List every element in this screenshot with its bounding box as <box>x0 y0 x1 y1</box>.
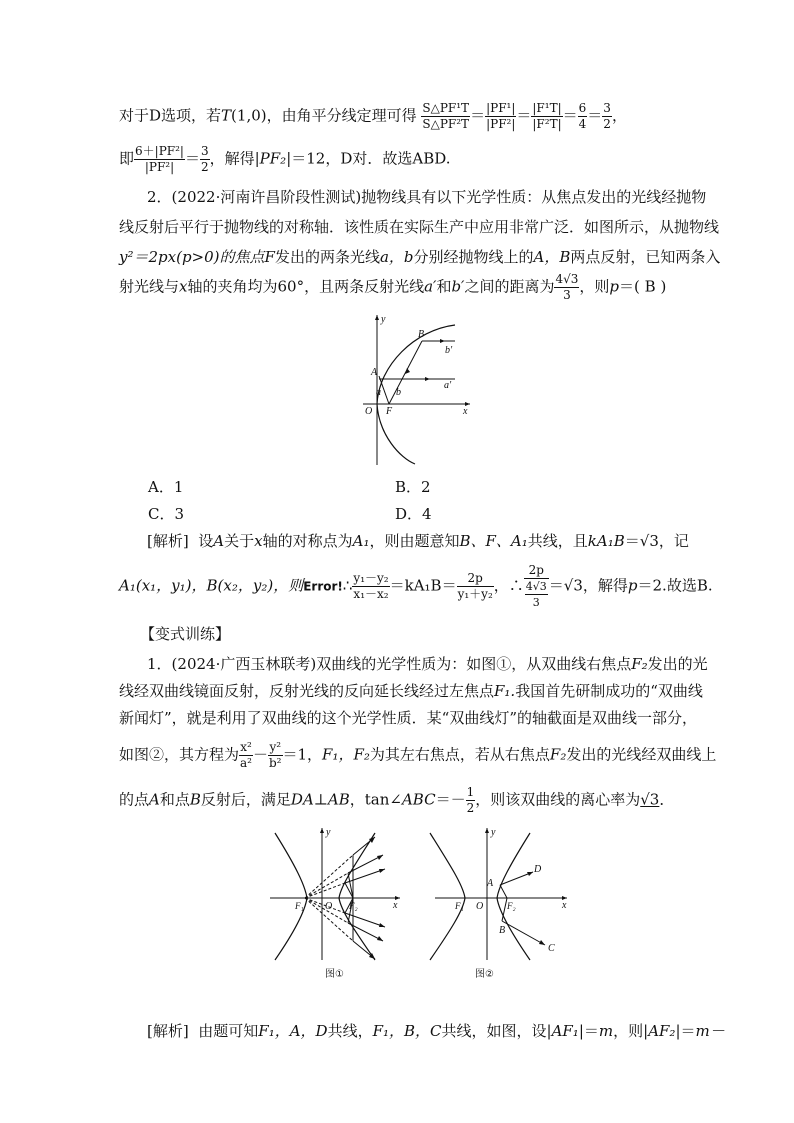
text: m <box>598 1022 614 1040</box>
text: 由题可知 <box>198 1022 259 1040</box>
text: 如图②，其方程为 <box>119 745 240 764</box>
text: ＝ <box>562 106 578 125</box>
text: 反射后，满足 <box>200 790 291 809</box>
text: F <box>264 248 275 266</box>
text: ＝kA₁B＝ <box>389 576 457 595</box>
option-d[interactable]: D．4 <box>395 505 432 523</box>
analysis-label: [解析] <box>147 532 189 550</box>
y-axis-arrow <box>375 315 379 320</box>
fraction-three-two <box>602 101 612 132</box>
reflected-a-arrow <box>425 377 430 381</box>
text: p <box>627 576 638 595</box>
text: F₁. <box>494 682 516 700</box>
text: 4√3 <box>525 580 547 593</box>
text: |F²T| <box>532 117 562 131</box>
label-d: D <box>534 864 542 875</box>
y-axis-arrow <box>485 828 489 833</box>
problem-2-line-1: 2．(2022·河南许昌阶段性测试)抛物线具有以下光学性质：从焦点发出的光线经抛物 <box>147 188 707 206</box>
label-f: F <box>386 406 393 417</box>
text: ，解得| <box>209 149 260 168</box>
text: 共线， <box>327 1022 373 1040</box>
variant-line-5 <box>119 785 674 816</box>
fraction-inner <box>524 579 549 610</box>
text: 关于 <box>224 532 255 550</box>
ray-bc <box>502 921 545 945</box>
left-branch <box>430 833 465 960</box>
parabola-curve <box>377 325 455 464</box>
text: ＝2.故选B. <box>637 576 713 595</box>
label-y: y <box>381 314 386 325</box>
fraction-2p <box>457 571 494 602</box>
text: 对于D选项，若 <box>119 106 222 125</box>
text: 3 <box>603 101 611 115</box>
label-o: O <box>476 901 484 912</box>
text: 射光线与 <box>119 277 180 296</box>
text: b² <box>269 756 282 770</box>
text: ，则| <box>613 1022 649 1040</box>
label-f2: F₂ <box>349 901 358 911</box>
label-f1: F₁ <box>295 901 304 911</box>
hyperbola-figure-1 <box>265 825 405 980</box>
option-c[interactable]: C．3 <box>148 505 185 523</box>
answer: √3 <box>640 790 660 809</box>
text: ＝( B ) <box>619 277 667 296</box>
text: |＝12，D对．故选ABD. <box>286 149 451 168</box>
text: ＝ <box>516 106 532 125</box>
analysis-line-2 <box>119 563 713 610</box>
fraction-4root3 <box>525 579 548 610</box>
caption: 图① <box>325 969 344 980</box>
text: AF₁ <box>551 1022 579 1040</box>
text: 4√3 <box>555 272 579 286</box>
text: F₁，A，D <box>258 1022 328 1040</box>
text: 发出的光线经双曲线上 <box>566 745 717 764</box>
text: ． <box>659 790 675 809</box>
text: kA₁B <box>587 532 625 550</box>
text: ，则该双曲线的离心率为 <box>475 790 641 809</box>
text: PF₂ <box>259 149 287 168</box>
arrow-c <box>539 940 545 945</box>
label-ray-a: a <box>376 387 381 398</box>
text: (1,0)，由角平分线定理可得 <box>231 106 417 125</box>
text: y₁＋y₂ <box>457 587 493 601</box>
text: A，B <box>533 248 571 266</box>
line-2 <box>119 144 450 175</box>
fraction-x2a2 <box>239 740 253 771</box>
text: 1．(2024·广西玉林联考)双曲线的光学性质为：如图①，从双曲线右焦点 <box>147 655 632 673</box>
label-o: O <box>325 901 333 912</box>
variant-title: 【变式训练】 <box>140 625 231 643</box>
text: 2p <box>524 563 549 579</box>
text: ，tan∠ <box>349 790 402 809</box>
text: S△PF²T <box>422 117 470 131</box>
text: A <box>149 790 160 809</box>
text: F₂ <box>549 745 567 764</box>
fraction-six-four <box>578 101 588 132</box>
label-b-point: B <box>418 329 425 340</box>
problem-2-line-3 <box>119 246 720 267</box>
text: 的点 <box>119 790 150 809</box>
fraction-area-ratio <box>421 101 470 132</box>
text: |PF²| <box>144 160 175 174</box>
label-c: C <box>548 943 555 954</box>
text: p <box>609 277 620 296</box>
text: 轴的对称点为 <box>262 532 353 550</box>
text: a² <box>240 756 252 770</box>
text: x² <box>240 740 252 754</box>
text: y²＝2px(p>0)的焦点 <box>119 248 265 266</box>
text: ＝－ <box>435 790 466 809</box>
text: m－ <box>695 1022 725 1040</box>
label-y: y <box>326 827 331 838</box>
text: 6＋|PF²| <box>135 144 184 158</box>
text: 分别经抛物线上的 <box>413 248 534 266</box>
text: 3 <box>563 288 571 302</box>
label-b: B <box>499 925 506 936</box>
text: 共线，且 <box>527 532 588 550</box>
label-a-prime: a′ <box>444 380 452 391</box>
label-x: x <box>463 406 468 417</box>
line-1 <box>119 101 627 132</box>
text: |＝ <box>578 1022 599 1040</box>
text: ∴ <box>342 576 353 595</box>
text: ＝ <box>470 106 486 125</box>
label-x: x <box>393 900 398 911</box>
label-y: y <box>491 827 496 838</box>
fraction-six-plus <box>134 144 185 175</box>
fraction-pf <box>485 101 516 132</box>
text: ＝√3，记 <box>624 532 689 550</box>
label-f2: F₂ <box>507 901 516 911</box>
label-b-prime: b′ <box>445 345 453 356</box>
text: y₁－y₂ <box>353 571 389 585</box>
error-token: Error! <box>303 579 343 594</box>
fraction-slope <box>352 571 389 602</box>
text: F₁，F₂ <box>322 745 370 764</box>
text: 两点反射，已知两条入 <box>570 248 721 266</box>
analysis-line-3 <box>147 1020 725 1041</box>
text: 发出的两条光线 <box>274 248 380 266</box>
y-axis-arrow <box>320 828 324 833</box>
text: ABC <box>401 790 436 809</box>
fraction-distance <box>554 272 579 303</box>
text: 2 <box>603 117 611 131</box>
hyperbola-figure-2 <box>425 825 575 980</box>
text: F₂ <box>631 655 648 673</box>
label-ray-b: b <box>396 387 401 398</box>
fraction-ft <box>531 101 562 132</box>
text: 共线，如图，设| <box>441 1022 552 1040</box>
text: F₁，B，C <box>372 1022 442 1040</box>
text: |PF²| <box>486 117 516 131</box>
problem-2-line-4 <box>119 272 666 303</box>
reflected-b-arrow <box>440 339 445 343</box>
text: a′ <box>424 277 437 296</box>
text: 4 <box>578 117 587 131</box>
text: AF₂ <box>648 1022 676 1040</box>
text: ＝1， <box>282 745 323 764</box>
ray-to-a <box>500 885 507 898</box>
fraction-2p-over <box>524 563 549 610</box>
text: |＝ <box>675 1022 696 1040</box>
text: T <box>221 106 232 125</box>
text: － <box>252 745 268 764</box>
text: A₁ <box>352 532 370 550</box>
text: 之间的距离为 <box>464 277 555 296</box>
text: |F¹T| <box>532 101 562 115</box>
text: ＝ <box>184 149 200 168</box>
variant-line-3: 新闻灯”，就是利用了双曲线的这个光学性质．某“双曲线灯”的轴截面是双曲线一部分， <box>119 709 698 727</box>
problem-2-line-2: 线反射后平行于抛物线的对称轴．该性质在实际生产中应用非常广泛．如图所示，从抛物线 <box>119 218 720 236</box>
fraction-three-two-b <box>200 144 210 175</box>
text: B、F、A₁ <box>459 532 528 550</box>
text: x <box>179 277 188 296</box>
analysis-line-1 <box>147 530 689 551</box>
text: ＝ <box>587 106 603 125</box>
text: ，则由题意知 <box>369 532 460 550</box>
text: A₁(x₁，y₁)，B(x₂，y₂)，则 <box>119 576 304 595</box>
text: 发出的光 <box>647 655 708 673</box>
text: 3 <box>532 596 540 609</box>
text: x <box>254 532 263 550</box>
right-branch <box>497 833 530 960</box>
text: DA⊥AB <box>290 790 350 809</box>
text: B <box>189 790 201 809</box>
text: a，b <box>379 248 414 266</box>
text: 3 <box>200 144 209 158</box>
label-o: O <box>365 406 373 417</box>
left-branch <box>275 833 307 960</box>
text: 1 <box>466 785 475 799</box>
fraction-one-two <box>466 785 476 816</box>
text: |PF¹| <box>486 101 516 115</box>
text: 2 <box>466 801 475 815</box>
text: 6 <box>578 101 587 115</box>
text: ＝√3，解得 <box>548 576 628 595</box>
variant-line-4 <box>119 740 716 771</box>
text: S△PF¹T <box>422 101 470 115</box>
text: A <box>213 532 225 550</box>
variant-line-1 <box>147 653 708 674</box>
text: 2p <box>457 571 494 587</box>
option-a[interactable]: A．1 <box>148 478 184 496</box>
text: 2 <box>200 160 209 174</box>
text: 为其左右焦点，若从右焦点 <box>369 745 550 764</box>
text: ，则 <box>579 277 610 296</box>
text: y² <box>269 740 282 754</box>
analysis-label: [解析] <box>147 1022 189 1040</box>
option-b[interactable]: B．2 <box>395 478 431 496</box>
parabola-figure <box>355 310 475 470</box>
text: ， <box>611 106 627 125</box>
text: b′ <box>451 277 465 296</box>
variant-line-2 <box>119 680 703 701</box>
text: 设 <box>198 532 214 550</box>
label-x: x <box>562 900 567 911</box>
caption: 图② <box>475 969 494 980</box>
fraction-y2b2 <box>268 740 283 771</box>
label-f1: F₁ <box>455 901 464 911</box>
label-a-point: A <box>371 367 378 378</box>
text: 线经双曲线镜面反射，反射光线的反向延长线经过左焦点 <box>119 682 495 700</box>
text: 我国首先研制成功的“双曲线 <box>515 682 703 700</box>
text: ，∴ <box>493 576 524 595</box>
text: 轴的夹角均为60°，且两条反射光线 <box>187 277 425 296</box>
text: 即 <box>119 149 135 168</box>
text: x₁－x₂ <box>353 587 389 601</box>
text: 和 <box>436 277 452 296</box>
label-a: A <box>487 878 494 889</box>
text: 和点 <box>159 790 190 809</box>
